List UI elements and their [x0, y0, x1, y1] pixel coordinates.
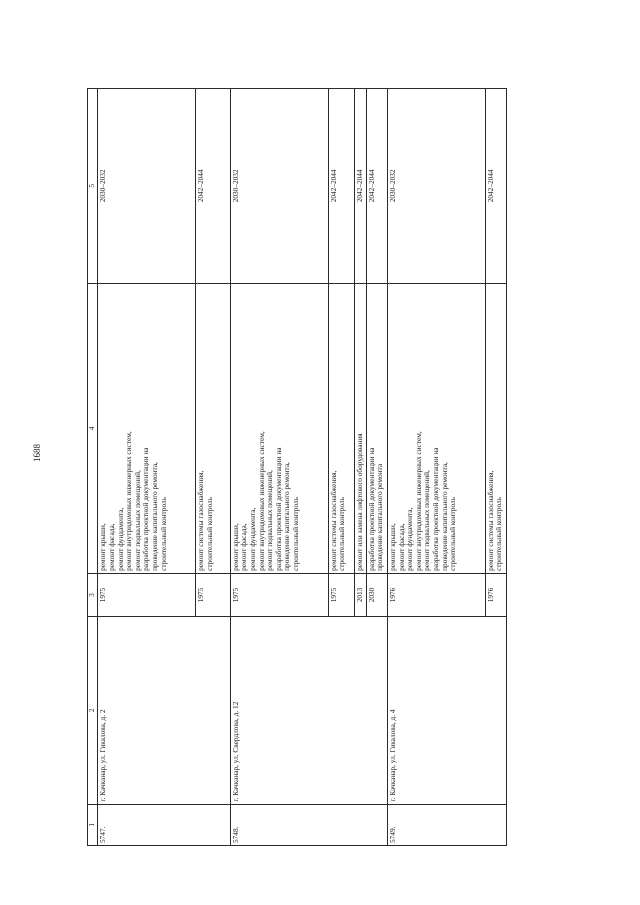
table-row	[230, 89, 328, 846]
work-item: ремонт системы газоснабжения,	[485, 470, 495, 571]
row-number: 5749.	[387, 804, 506, 845]
period-cell: 2042–2044	[196, 89, 230, 284]
year-cell: 1976	[485, 573, 506, 616]
work-item: строительный контроль	[494, 497, 504, 571]
works-cell	[354, 283, 366, 573]
works-cell	[328, 283, 354, 573]
header-col-5: 5	[88, 89, 98, 284]
work-item: проведение капитального ремонта,	[150, 462, 160, 571]
work-item: ремонт крыши,	[387, 523, 397, 571]
works-cell	[98, 283, 196, 573]
table-row	[387, 89, 485, 846]
work-item: ремонт фасада,	[396, 523, 406, 571]
work-item: ремонт подвальных помещений,	[422, 470, 432, 571]
period-cell: 2042–2044	[485, 89, 506, 284]
work-item: строительный контроль	[291, 497, 301, 571]
work-item: строительный контроль	[337, 497, 347, 571]
period-cell: 2042–2044	[354, 89, 366, 284]
work-item: проведение капитального ремонта,	[282, 462, 292, 571]
header-row	[88, 89, 98, 846]
work-item: строительный контроль	[158, 497, 168, 571]
page-number: 1688	[32, 444, 42, 462]
header-col-3: 3	[88, 573, 98, 616]
work-item: ремонт фундамента,	[247, 507, 257, 571]
year-cell: 1975	[328, 573, 354, 616]
works-cell	[485, 283, 506, 573]
row-address: г. Качканар, ул. Гикалова, д. 2	[98, 617, 230, 804]
work-item: строительный контроль	[204, 497, 214, 571]
work-item: ремонт подвальных помещений,	[265, 470, 275, 571]
work-item: ремонт подвальных помещений,	[132, 470, 142, 571]
rotated-table-area	[87, 88, 507, 846]
header-col-2: 2	[88, 617, 98, 804]
header-col-1: 1	[88, 804, 98, 845]
work-item: ремонт крыши,	[230, 523, 240, 571]
row-number: 5747.	[98, 804, 230, 845]
work-item: ремонт системы газоснабжения,	[328, 470, 338, 571]
period-cell: 2030–2032	[387, 89, 485, 284]
work-item: ремонт внутридомовых инженерных систем,	[256, 431, 266, 571]
row-address: г. Качканар, ул. Свердлова, д. 12	[230, 617, 387, 804]
year-cell: 1976	[387, 573, 485, 616]
works-cell	[196, 283, 230, 573]
work-item: ремонт фасада,	[107, 523, 117, 571]
work-item: проведение капитального ремонта,	[439, 462, 449, 571]
header-col-4: 4	[88, 283, 98, 573]
year-cell: 1975	[230, 573, 328, 616]
work-item: разработка проектной документации на	[430, 447, 440, 571]
row-number: 5748.	[230, 804, 387, 845]
works-cell	[230, 283, 328, 573]
period-cell: 2030–2032	[98, 89, 196, 284]
year-cell: 2030	[366, 573, 387, 616]
table-row	[98, 89, 196, 846]
work-item: ремонт внутридомовых инженерных систем,	[124, 431, 134, 571]
work-item: разработка проектной документации на	[273, 447, 283, 571]
repair-schedule-table	[87, 88, 507, 846]
work-item: ремонт фасада,	[239, 523, 249, 571]
work-item: разработка проектной документации на	[366, 447, 376, 571]
year-cell: 1975	[98, 573, 196, 616]
works-cell	[366, 283, 387, 573]
period-cell: 2042–2044	[366, 89, 387, 284]
year-cell: 1975	[196, 573, 230, 616]
work-item: ремонт крыши,	[98, 523, 108, 571]
work-item: разработка проектной документации на	[141, 447, 151, 571]
works-cell	[387, 283, 485, 573]
work-item: строительный контроль	[448, 497, 458, 571]
work-item: ремонт или замена лифтового оборудования	[354, 433, 364, 571]
work-item: ремонт системы газоснабжения,	[196, 470, 206, 571]
period-cell: 2030–2032	[230, 89, 328, 284]
work-item: ремонт фундамента,	[405, 507, 415, 571]
work-item: ремонт фундамента,	[115, 507, 125, 571]
work-item: ремонт внутридомовых инженерных систем,	[413, 431, 423, 571]
year-cell: 2013	[354, 573, 366, 616]
work-item: проведение капитального ремонта	[375, 463, 385, 571]
period-cell: 2042–2044	[328, 89, 354, 284]
row-address: г. Качканар, ул. Гикалова, д. 4	[387, 617, 506, 804]
